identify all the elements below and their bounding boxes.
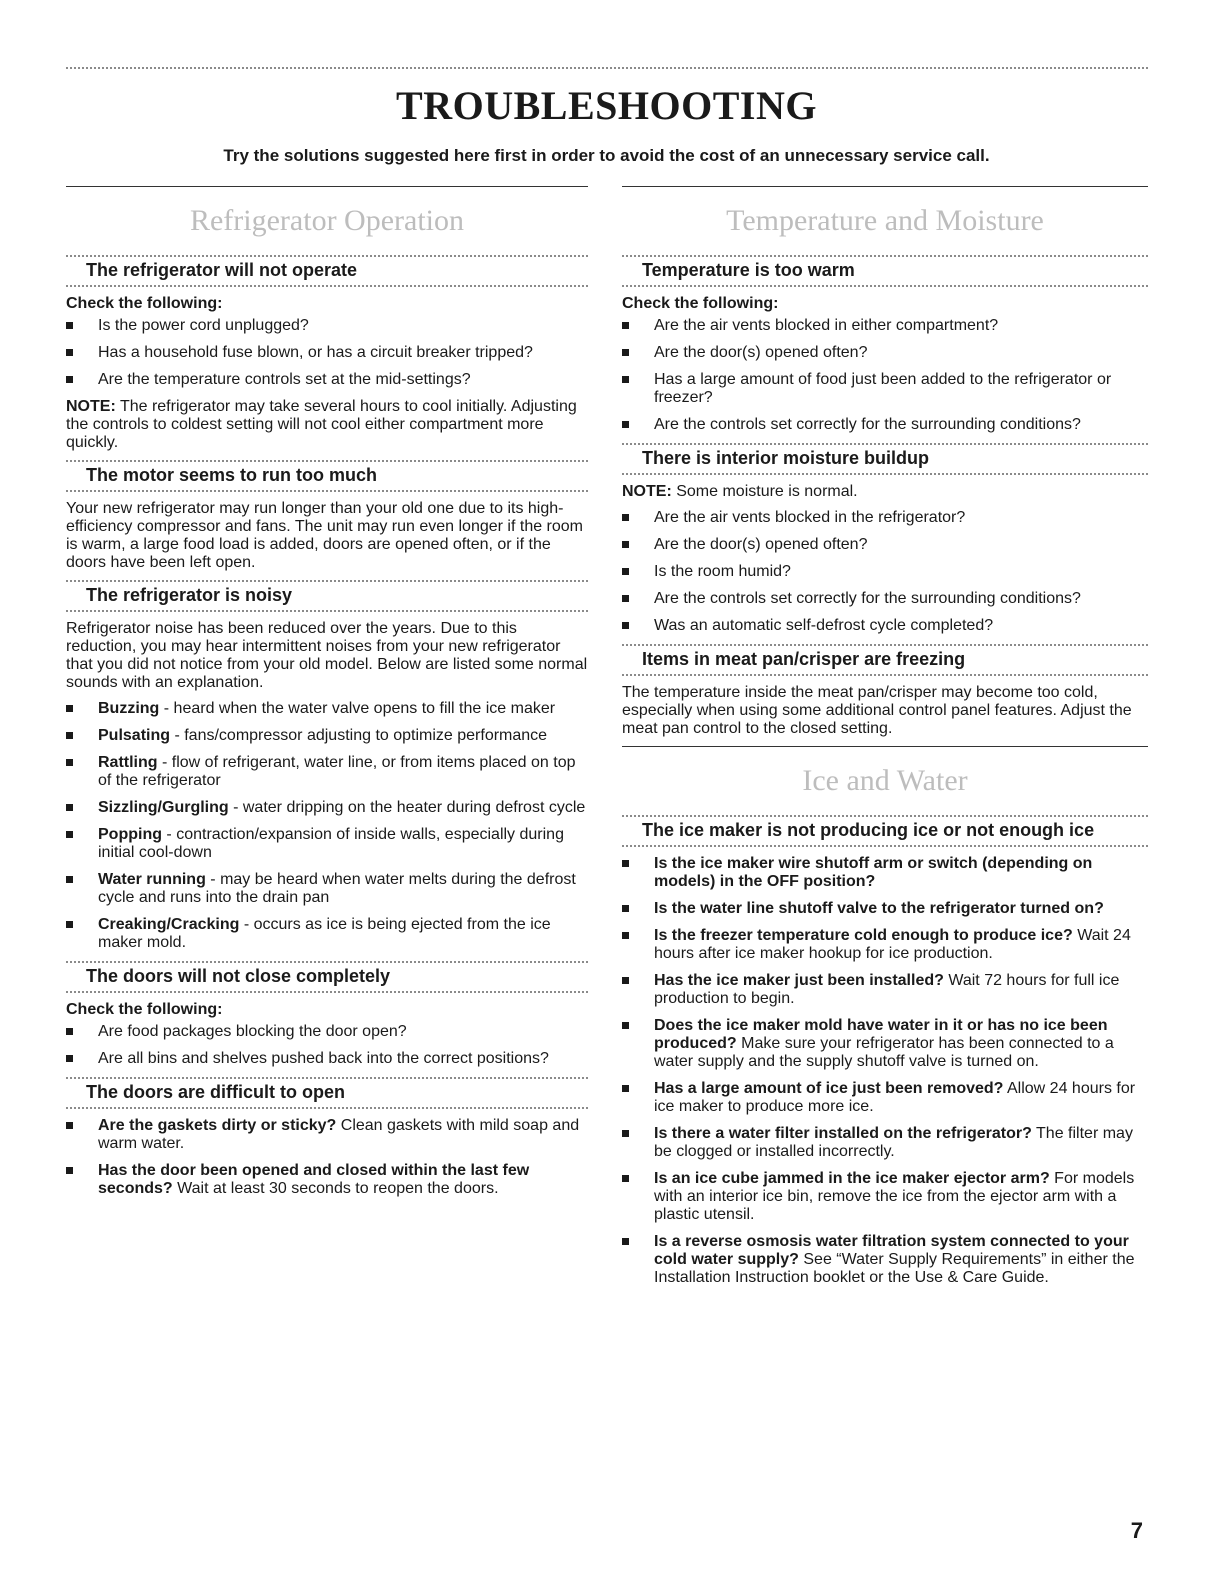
top-rule [66, 67, 1148, 69]
bullet-icon [622, 376, 629, 383]
bullet-icon [622, 421, 629, 428]
bullet-icon [622, 860, 629, 867]
doors-open-list [66, 1117, 588, 1198]
list-item: Has the door been opened and closed within the last few seconds? Wait at least 30 seconds to reopen the doors. [66, 1162, 588, 1198]
bullet-icon [66, 1167, 73, 1174]
ice-list [622, 855, 1148, 1287]
list-item: Has the ice maker just been installed? Wait 72 hours for full ice production to begin. [622, 972, 1148, 1008]
crisper-text: The temperature inside the meat pan/crisper may become too cold, especially when using some additional control panel features. Adjust the meat pan control to the closed setting. [622, 684, 1132, 737]
bullet-icon [66, 349, 73, 356]
list-item: Is the power cord unplugged? [66, 317, 588, 335]
bullet-icon [622, 595, 629, 602]
list-item: Is there a water filter installed on the refrigerator? The filter may be clogged or installed incorrectly. [622, 1125, 1148, 1161]
bullet-icon [66, 376, 73, 383]
right-column [622, 186, 1148, 1296]
check-label: Check the following: [66, 295, 223, 312]
check-label: Check the following: [66, 1001, 223, 1018]
topic-crisper: Items in meat pan/crisper are freezing [622, 644, 1148, 676]
list-item: Water running - may be heard when water melts during the defrost cycle and runs into the drain pan [66, 871, 588, 907]
list-item: Are the door(s) opened often? [622, 344, 1148, 362]
check-label: Check the following: [622, 295, 779, 312]
bullet-icon [66, 732, 73, 739]
bullet-icon [66, 759, 73, 766]
list-item: Are food packages blocking the door open? [66, 1023, 588, 1041]
list-item: Is the water line shutoff valve to the refrigerator turned on? [622, 900, 1148, 918]
page-number: 7 [1130, 1518, 1143, 1543]
bullet-icon [66, 804, 73, 811]
list-item: Buzzing - heard when the water valve opens to fill the ice maker [66, 700, 588, 718]
bullet-icon [622, 541, 629, 548]
too-warm-list [622, 317, 1148, 434]
bullet-icon [622, 349, 629, 356]
topic-not-operate: The refrigerator will not operate [66, 255, 588, 287]
list-item: Is a reverse osmosis water filtration system connected to your cold water supply? See “Water Supply Requirements” in either the Installation Instruction booklet or the Use & Care Guide. [622, 1233, 1148, 1287]
list-item: Pulsating - fans/compressor adjusting to optimize performance [66, 727, 588, 745]
list-item: Has a household fuse blown, or has a circuit breaker tripped? [66, 344, 588, 362]
bullet-icon [66, 876, 73, 883]
motor-text: Your new refrigerator may run longer than your old one due to its high-efficiency compressor and fans. The unit may run even longer if the room is warm, a large food load is added, doors are opened often, or if the doors have been left open. [66, 500, 584, 571]
bullet-icon [622, 1022, 629, 1029]
list-item: Popping - contraction/expansion of inside walls, especially during initial cool-down [66, 826, 588, 862]
section-title-refrigerator-operation: Refrigerator Operation [66, 186, 588, 247]
page-subtitle: Try the solutions suggested here first in order to avoid the cost of an unnecessary service call. [223, 146, 990, 165]
list-item: Are the controls set correctly for the surrounding conditions? [622, 590, 1148, 608]
noisy-text: Refrigerator noise has been reduced over the years. Due to this reduction, you may hear intermittent noises from your new refrigerator that you did not notice from your old model. Below are listed some normal sounds with an explanation. [66, 620, 588, 691]
bullet-icon [622, 932, 629, 939]
noise-list [66, 700, 588, 952]
doors-close-list [66, 1023, 588, 1068]
section-title-ice-water: Ice and Water [622, 746, 1148, 807]
bullet-icon [622, 622, 629, 629]
bullet-icon [66, 1028, 73, 1035]
bullet-icon [622, 568, 629, 575]
topic-moisture: There is interior moisture buildup [622, 443, 1148, 475]
list-item: Are the door(s) opened often? [622, 536, 1148, 554]
bullet-icon [622, 905, 629, 912]
list-item: Has a large amount of ice just been removed? Allow 24 hours for ice maker to produce more ice. [622, 1080, 1148, 1116]
section-title-temperature-moisture: Temperature and Moisture [622, 186, 1148, 247]
topic-doors-open: The doors are difficult to open [66, 1077, 588, 1109]
bullet-icon [66, 705, 73, 712]
list-item: Are all bins and shelves pushed back into the correct positions? [66, 1050, 588, 1068]
bullet-icon [622, 977, 629, 984]
list-item: Does the ice maker mold have water in it or has no ice been produced? Make sure your refrigerator has been connected to a water supply and the supply shutoff valve is turned on. [622, 1017, 1148, 1071]
list-item: Creaking/Cracking - occurs as ice is being ejected from the ice maker mold. [66, 916, 588, 952]
page-title: TROUBLESHOOTING [396, 83, 817, 128]
list-item: Has a large amount of food just been added to the refrigerator or freezer? [622, 371, 1148, 407]
list-item: Are the temperature controls set at the mid-settings? [66, 371, 588, 389]
bullet-icon [622, 322, 629, 329]
bullet-icon [66, 831, 73, 838]
moisture-list [622, 509, 1148, 635]
topic-ice-maker: The ice maker is not producing ice or not enough ice [622, 815, 1148, 847]
list-item: Was an automatic self-defrost cycle completed? [622, 617, 1148, 635]
note-paragraph: NOTE: The refrigerator may take several hours to cool initially. Adjusting the controls to coldest setting will not cool either compartment more quickly. [66, 398, 577, 451]
topic-doors-close: The doors will not close completely [66, 961, 588, 993]
list-item: Is the ice maker wire shutoff arm or switch (depending on models) in the OFF position? [622, 855, 1148, 891]
list-item: Are the gaskets dirty or sticky? Clean gaskets with mild soap and warm water. [66, 1117, 588, 1153]
list-item: Is the room humid? [622, 563, 1148, 581]
bullet-icon [66, 322, 73, 329]
list-item: Rattling - flow of refrigerant, water line, or from items placed on top of the refrigerator [66, 754, 588, 790]
bullet-icon [622, 514, 629, 521]
list-item: Are the air vents blocked in the refrigerator? [622, 509, 1148, 527]
bullet-icon [622, 1238, 629, 1245]
topic-noisy: The refrigerator is noisy [66, 580, 588, 612]
note-paragraph: NOTE: Some moisture is normal. [622, 483, 858, 500]
list-item: Is the freezer temperature cold enough to produce ice? Wait 24 hours after ice maker hookup for ice production. [622, 927, 1148, 963]
list-item: Are the controls set correctly for the surrounding conditions? [622, 416, 1148, 434]
list-item: Sizzling/Gurgling - water dripping on the heater during defrost cycle [66, 799, 588, 817]
left-column [66, 186, 588, 1207]
bullet-icon [66, 1122, 73, 1129]
bullet-icon [622, 1130, 629, 1137]
bullet-icon [622, 1085, 629, 1092]
not-operate-list [66, 317, 588, 389]
list-item: Is an ice cube jammed in the ice maker ejector arm? For models with an interior ice bin, remove the ice from the ejector arm with a plastic utensil. [622, 1170, 1148, 1224]
topic-too-warm: Temperature is too warm [622, 255, 1148, 287]
bullet-icon [66, 1055, 73, 1062]
bullet-icon [66, 921, 73, 928]
bullet-icon [622, 1175, 629, 1182]
list-item: Are the air vents blocked in either compartment? [622, 317, 1148, 335]
topic-motor: The motor seems to run too much [66, 460, 588, 492]
